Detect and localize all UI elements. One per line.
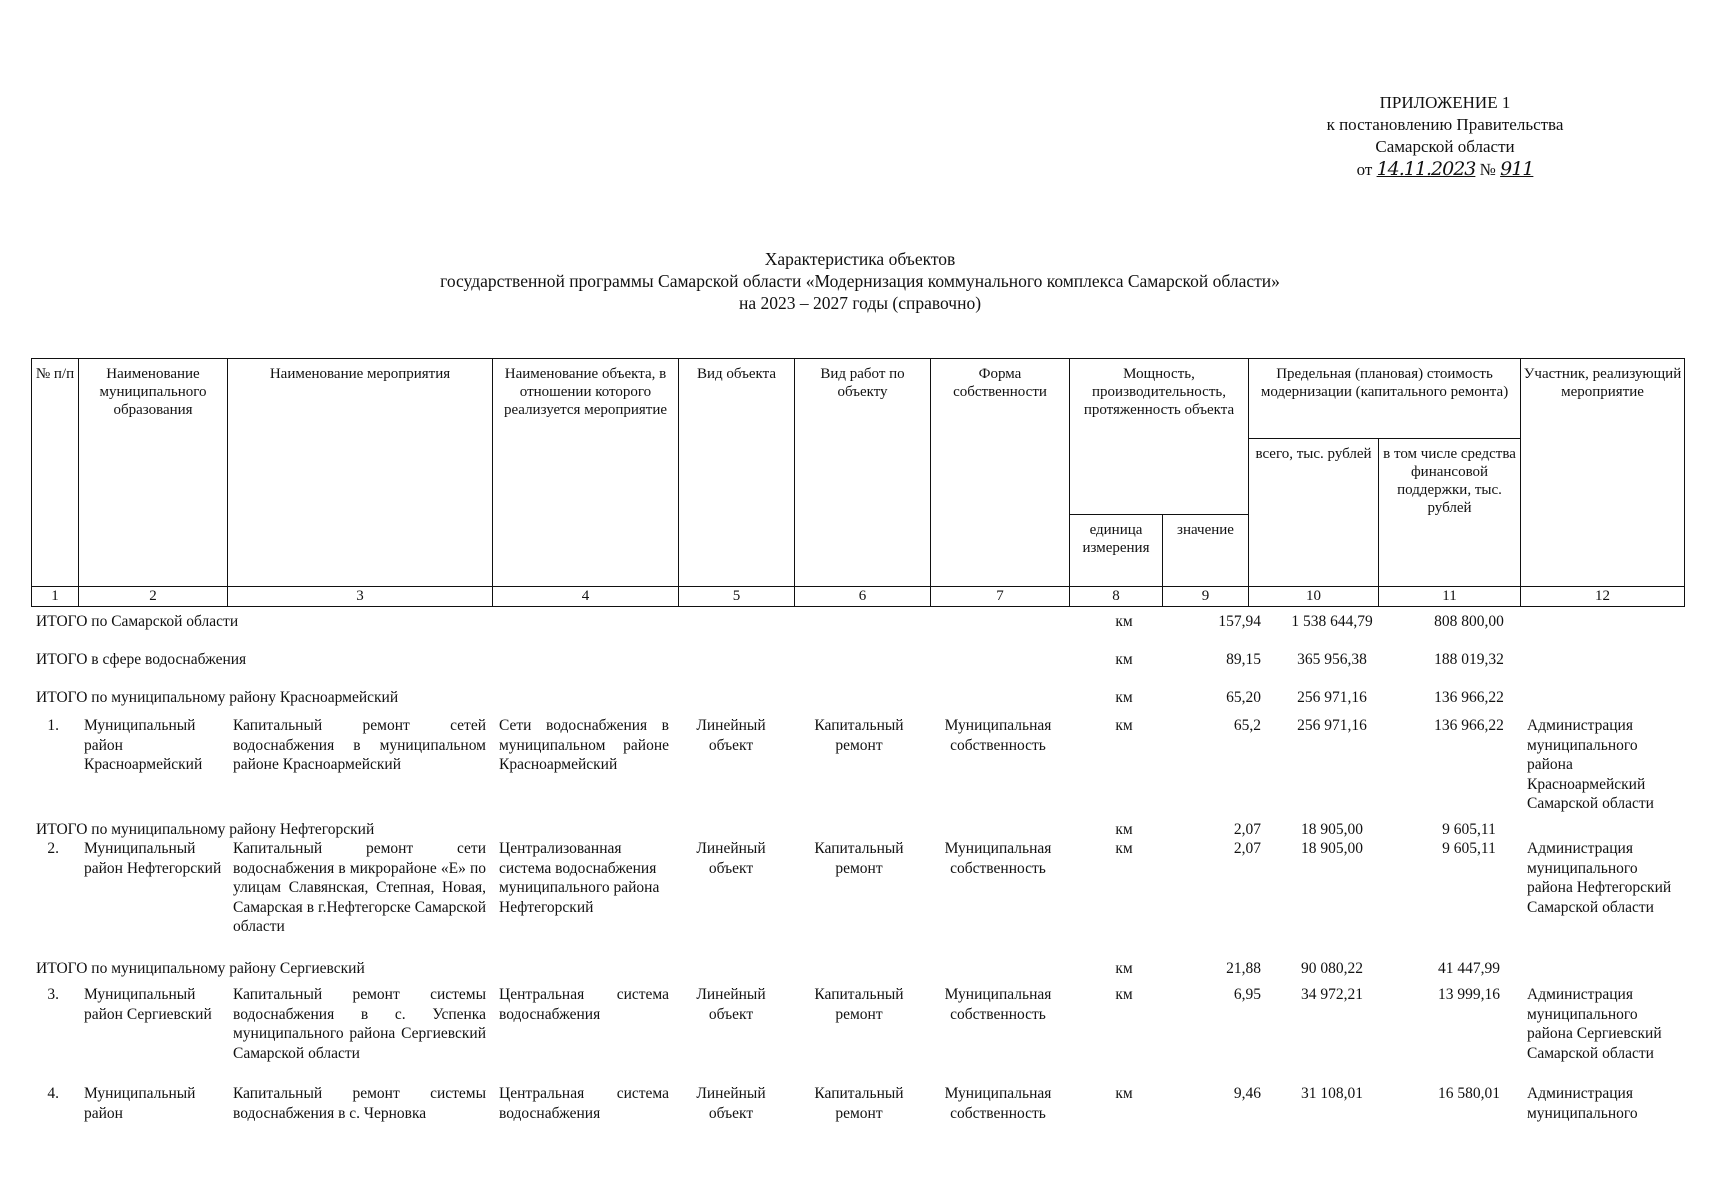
header-object-name: Наименование объекта, в отношении которого реализуется мероприятие (493, 359, 679, 587)
row-value: 6,95 (1233, 986, 1261, 1003)
from-label: от (1356, 160, 1373, 179)
row-event: Капитальный ремонт сетей водоснабжения в муниципальном районе Красноармейский (233, 717, 486, 773)
total-cost: 90 080,22 (1301, 960, 1363, 977)
total-unit: км (1115, 613, 1133, 630)
appendix-title: ПРИЛОЖЕНИЕ 1 (1379, 93, 1511, 112)
total-unit: км (1115, 689, 1133, 706)
total-support: 136 966,22 (1434, 689, 1504, 706)
total-cost: 1 538 644,79 (1291, 613, 1373, 630)
row-value: 9,46 (1233, 1085, 1261, 1102)
row-value: 2,07 (1233, 840, 1261, 857)
row-support: 16 580,01 (1438, 1085, 1500, 1102)
total-label: ИТОГО в сфере водоснабжения (36, 651, 247, 668)
total-support: 9 605,11 (1442, 821, 1496, 838)
column-number: 6 (795, 587, 931, 607)
column-number: 10 (1249, 587, 1379, 607)
row-work-type: Капитальный ремонт (814, 840, 904, 877)
row-support: 136 966,22 (1434, 717, 1504, 734)
column-number: 4 (493, 587, 679, 607)
row-ownership: Муниципальная собственность (944, 986, 1052, 1023)
table-row (31, 1084, 1684, 1128)
total-value: 89,15 (1226, 651, 1261, 668)
header-participant: Участник, реализующий мероприятие (1521, 359, 1685, 587)
total-cost: 18 905,00 (1301, 821, 1363, 838)
row-object-type: Линейный объект (696, 986, 766, 1023)
header-event: Наименование мероприятия (228, 359, 493, 587)
row-event: Капитальный ремонт системы водоснабжения в с. Черновка (233, 1085, 486, 1122)
row-event: Капитальный ремонт системы водоснабжения в с. Успенка муниципального района Сергиевский Самарской области (233, 986, 486, 1062)
number-label: № (1479, 160, 1496, 179)
row-ownership: Муниципальная собственность (944, 840, 1052, 877)
total-support: 188 019,32 (1434, 651, 1504, 668)
appendix-block (1300, 92, 1590, 181)
row-total: 34 972,21 (1301, 986, 1363, 1003)
total-cost: 256 971,16 (1297, 689, 1367, 706)
total-row (31, 650, 1684, 672)
total-value: 21,88 (1226, 960, 1261, 977)
row-unit: км (1115, 986, 1133, 1003)
row-municipality: Муниципальный район Нефтегорский (84, 840, 222, 877)
handwritten-number: 911 (1500, 158, 1534, 180)
total-value: 65,20 (1226, 689, 1261, 706)
row-number: 4. (47, 1085, 59, 1102)
row-municipality: Муниципальный район (84, 1085, 196, 1122)
total-row (31, 959, 1684, 979)
header-value: значение (1163, 515, 1249, 587)
total-cost: 365 956,38 (1297, 651, 1367, 668)
row-municipality: Муниципальный район Красноармейский (84, 717, 203, 773)
row-total: 256 971,16 (1297, 717, 1367, 734)
header-total: всего, тыс. рублей (1249, 439, 1379, 587)
row-object-name: Центральная система водоснабжения (499, 986, 669, 1023)
row-total: 18 905,00 (1301, 840, 1363, 857)
title-line-2: государственной программы Самарской области «Модернизация коммунального комплекса Самарской области» (440, 271, 1280, 291)
column-number: 12 (1521, 587, 1685, 607)
column-number: 1 (32, 587, 79, 607)
total-value: 2,07 (1233, 821, 1261, 838)
row-work-type: Капитальный ремонт (814, 986, 904, 1023)
table-header (31, 358, 1685, 607)
row-object-name: Центральная система водоснабжения (499, 1085, 669, 1122)
column-number: 3 (228, 587, 493, 607)
row-unit: км (1115, 717, 1133, 734)
table-row (31, 716, 1684, 832)
row-support: 9 605,11 (1442, 840, 1496, 857)
title-line-1: Характеристика объектов (764, 249, 956, 269)
row-work-type: Капитальный ремонт (814, 717, 904, 754)
total-unit: км (1115, 821, 1133, 838)
column-number: 8 (1070, 587, 1163, 607)
row-value: 65,2 (1233, 717, 1261, 734)
row-municipality: Муниципальный район Сергиевский (84, 986, 212, 1023)
total-support: 41 447,99 (1438, 960, 1500, 977)
row-number: 3. (47, 986, 59, 1003)
column-number: 11 (1379, 587, 1521, 607)
header-num: № п/п (32, 359, 79, 587)
row-participant: Администрация муниципального (1527, 1085, 1638, 1122)
total-row (31, 612, 1684, 634)
row-ownership: Муниципальная собственность (944, 717, 1052, 754)
row-object-name: Сети водоснабжения в муниципальном районе Красноармейский (499, 717, 669, 773)
row-object-type: Линейный объект (696, 840, 766, 877)
document-title (300, 248, 1420, 314)
header-unit: единица измерения (1070, 515, 1163, 587)
table-row (31, 985, 1684, 1083)
row-object-name: Централизованная система водоснабжения муниципального района Нефтегорский (499, 840, 660, 916)
row-object-type: Линейный объект (696, 717, 766, 754)
row-unit: км (1115, 840, 1133, 857)
header-capacity: Мощность, производительность, протяженность объекта (1070, 359, 1249, 515)
header-municipality: Наименование муниципального образования (79, 359, 228, 587)
header-cost: Предельная (плановая) стоимость модернизации (капитального ремонта) (1249, 359, 1521, 439)
row-number: 1. (47, 717, 59, 734)
title-line-3: на 2023 – 2027 годы (справочно) (738, 293, 982, 313)
row-participant: Администрация муниципального района Красноармейский Самарской области (1527, 717, 1654, 812)
column-number: 9 (1163, 587, 1249, 607)
row-work-type: Капитальный ремонт (814, 1085, 904, 1122)
total-label: ИТОГО по муниципальному району Нефтегорский (36, 821, 375, 838)
column-number: 2 (79, 587, 228, 607)
total-support: 808 800,00 (1434, 613, 1504, 630)
handwritten-date: 14.11.2023 (1376, 158, 1476, 180)
row-support: 13 999,16 (1438, 986, 1500, 1003)
appendix-date-line (1300, 158, 1590, 181)
row-unit: км (1115, 1085, 1133, 1102)
row-event: Капитальный ремонт сети водоснабжения в микрорайоне «Е» по улицам Славянская, Степная, Новая, Самарская в г.Нефтегорске Самарской области (233, 840, 486, 935)
row-object-type: Линейный объект (696, 1085, 766, 1122)
row-participant: Администрация муниципального района Сергиевский Самарской области (1527, 986, 1662, 1062)
total-label: ИТОГО по муниципальному району Красноармейский (36, 689, 399, 706)
total-row (31, 820, 1684, 840)
total-unit: км (1115, 960, 1133, 977)
row-number: 2. (47, 840, 59, 857)
row-total: 31 108,01 (1301, 1085, 1363, 1102)
total-label: ИТОГО по муниципальному району Сергиевский (36, 960, 365, 977)
total-unit: км (1115, 651, 1133, 668)
header-support: в том числе средства финансовой поддержки, тыс. рублей (1379, 439, 1521, 587)
table-row (31, 839, 1684, 959)
column-number: 7 (931, 587, 1070, 607)
header-ownership: Форма собственности (931, 359, 1070, 587)
total-value: 157,94 (1218, 613, 1261, 630)
total-row (31, 688, 1684, 710)
header-work-type: Вид работ по объекту (795, 359, 931, 587)
total-label: ИТОГО по Самарской области (36, 613, 239, 630)
appendix-line-2: к постановлению Правительства (1326, 115, 1564, 134)
header-object-type: Вид объекта (679, 359, 795, 587)
row-participant: Администрация муниципального района Нефтегорский Самарской области (1527, 840, 1672, 916)
row-ownership: Муниципальная собственность (944, 1085, 1052, 1122)
column-number: 5 (679, 587, 795, 607)
appendix-line-3: Самарской области (1375, 137, 1515, 156)
